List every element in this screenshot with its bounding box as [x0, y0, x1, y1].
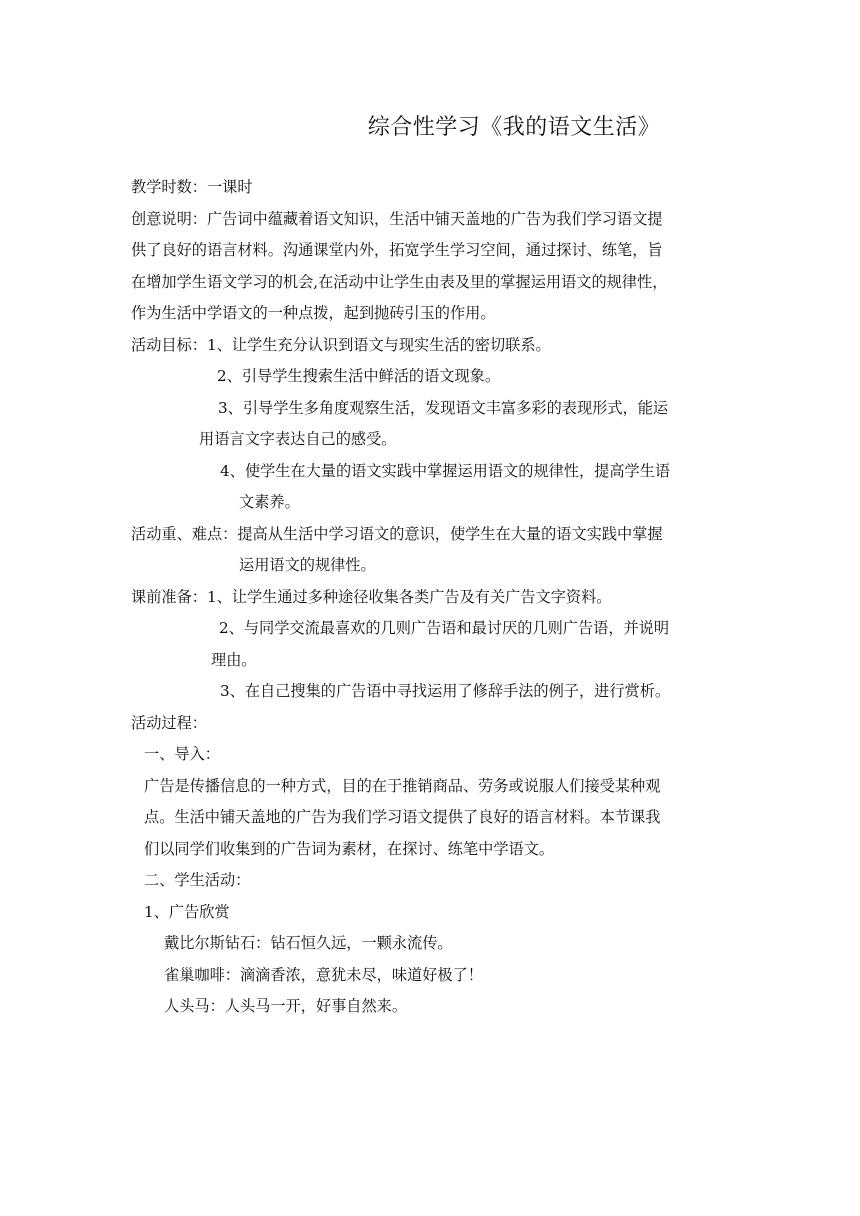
- key-points: 活动重、难点：提高从生活中学习语文的意识，使学生在大量的语文实践中掌握: [131, 524, 663, 543]
- process-heading: 活动过程：: [131, 713, 207, 732]
- preparation-2: 2、与同学交流最喜欢的几则广告语和最讨厌的几则广告语，并说明: [219, 619, 670, 637]
- document-body: [131, 172, 741, 1023]
- ad-example: 戴比尔斯钻石：钻石恒久远，一颗永流传。: [164, 934, 453, 952]
- document-title: 综合性学习《我的语文生活》: [367, 115, 661, 140]
- creative-line-4: 作为生活中学语文的一种点拨，起到抛砖引玉的作用。: [131, 304, 496, 322]
- lesson-hours: 教学时数：一课时: [131, 178, 253, 196]
- creative-line-2: 供了良好的语言材料。沟通课堂内外，拓宽学生学习空间，通过探讨、练笔，旨: [131, 241, 663, 259]
- preparation-3: 3、在自己搜集的广告语中寻找运用了修辞手法的例子，进行赏析。: [220, 682, 671, 700]
- goal-4: 4、使学生在大量的语文实践中掌握运用语文的规律性，提高学生语: [220, 461, 671, 480]
- ad-example: 人头马：人头马一开，好事自然来。: [164, 997, 407, 1015]
- creative-line-3: 在增加学生语文学习的机会,在活动中让学生由表及里的掌握运用语文的规律性，: [131, 272, 668, 291]
- appreciation-heading: 1、广告欣赏: [144, 902, 230, 921]
- creative-line-1: 创意说明：广告词中蕴藏着语文知识，生活中铺天盖地的广告为我们学习语文提: [131, 209, 663, 228]
- goal-2: 2、引导学生搜索生活中鲜活的语文现象。: [217, 367, 501, 385]
- intro-line-2: 点。生活中铺天盖地的广告为我们学习语文提供了良好的语言材料。本节课我: [144, 808, 661, 826]
- intro-heading: 一、导入：: [144, 745, 220, 763]
- ad-example: 雀巢咖啡：滴滴香浓，意犹未尽，味道好极了！: [164, 965, 483, 984]
- preparation-2-continued: 理由。: [211, 650, 257, 669]
- intro-line-1: 广告是传播信息的一种方式，目的在于推销商品、劳务或说服人们接受某种观: [144, 776, 661, 795]
- goal-1: 活动目标：1、让学生充分认识到语文与现实生活的密切联系。: [131, 335, 551, 354]
- goal-3-continued: 用语言文字表达自己的感受。: [199, 430, 397, 448]
- intro-line-3: 们以同学们收集到的广告词为素材，在探讨、练笔中学语文。: [144, 839, 555, 858]
- goal-3: 3、引导学生多角度观察生活，发现语文丰富多彩的表现形式，能运: [218, 398, 669, 417]
- key-points-continued: 运用语文的规律性。: [239, 556, 376, 574]
- preparation-1: 课前准备：1、让学生通过多种途径收集各类广告及有关广告文字资料。: [131, 587, 612, 606]
- goal-4-continued: 文素养。: [239, 493, 300, 511]
- activity-heading: 二、学生活动：: [144, 871, 251, 889]
